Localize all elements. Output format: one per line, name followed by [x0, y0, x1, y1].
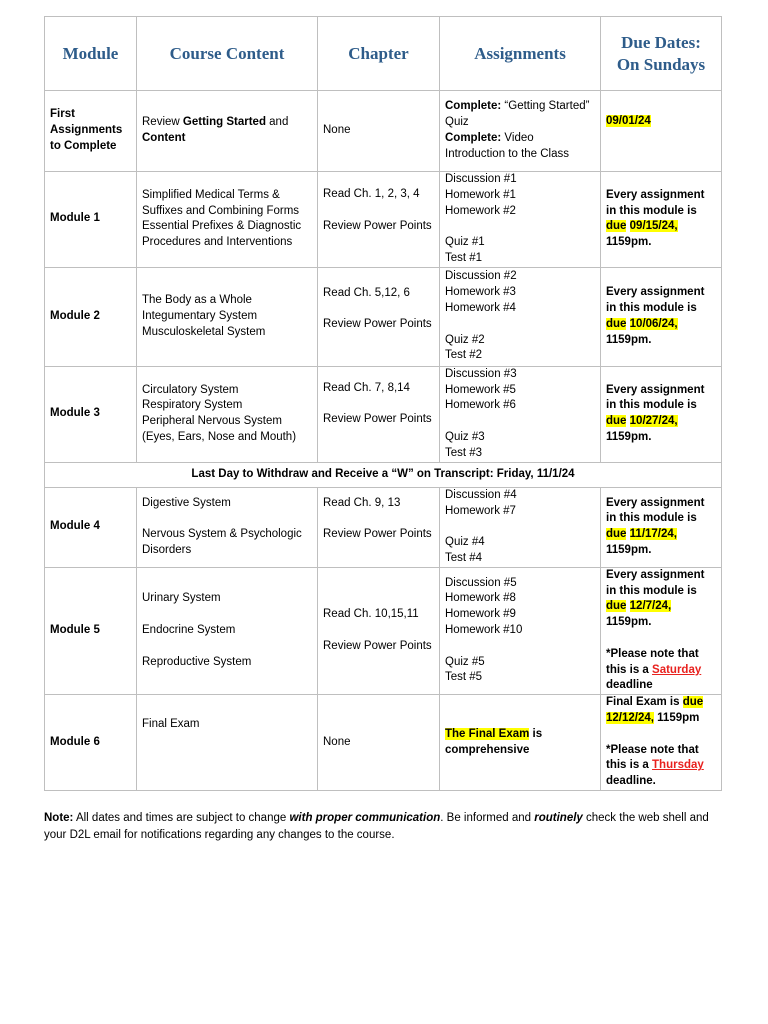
- content-line: Suffixes and Combining Forms: [142, 204, 300, 217]
- assignment-item: Discussion #4: [445, 488, 517, 501]
- due-date: 10/27/24,: [629, 415, 678, 428]
- due-cell: [601, 91, 722, 172]
- due-word: due: [682, 696, 704, 709]
- deadline-note: *Please note that this is a Saturday deadline: [606, 647, 702, 692]
- chapter-cell: None: [318, 695, 440, 791]
- assignment-item: Discussion #1: [445, 173, 517, 185]
- due-date: 12/7/24,: [629, 600, 672, 613]
- chapter-cell: None: [318, 91, 440, 172]
- chapter-review: Review Power Points: [323, 639, 432, 652]
- assignment-item: Test #4: [445, 551, 483, 564]
- module-cell: Module 6: [45, 695, 137, 791]
- assignment-item: Quiz #2: [445, 333, 485, 346]
- content-text: and: [265, 116, 289, 129]
- chapter-review: Review Power Points: [323, 413, 432, 426]
- assignments-cell: The Final Exam is comprehensive: [440, 695, 601, 791]
- content-cell: [137, 567, 318, 694]
- due-cell: Final Exam is due 12/12/24, 1159pm *Please note that this is a Thursday deadline.: [601, 695, 722, 791]
- header-assignments: Assignments: [440, 17, 601, 91]
- content-line: Reproductive System: [142, 655, 252, 668]
- assignment-item: Test #3: [445, 446, 483, 459]
- chapter-cell: [318, 567, 440, 694]
- content-line: The Body as a Whole: [142, 294, 252, 307]
- header-module: Module: [45, 17, 137, 91]
- due-cell: Every assignment in this module is due 12/7/24, 1159pm. *Please note that this is a Saturday deadline: [601, 567, 722, 694]
- header-due-line1: Due Dates:: [621, 32, 701, 52]
- assignment-item: Quiz #5: [445, 655, 485, 668]
- chapter-cell: [318, 172, 440, 268]
- footnote: Note: All dates and times are subject to change with proper communication. Be informed and routinely check the web shell and your D2L email for notifications regarding any changes to the course.: [44, 812, 709, 841]
- content-cell: [137, 172, 318, 268]
- module-cell: First Assignments to Complete: [45, 91, 137, 172]
- module-cell: Module 3: [45, 366, 137, 462]
- content-line: Urinary System: [142, 592, 221, 605]
- chapter-reading: Read Ch. 1, 2, 3, 4: [323, 188, 420, 200]
- assignment-item: Test #5: [445, 671, 483, 684]
- assignment-item: Homework #6: [445, 399, 516, 412]
- assignments-cell: [440, 567, 601, 694]
- content-line: (Eyes, Ears, Nose and Mouth): [142, 431, 297, 444]
- content-line: Respiratory System: [142, 399, 243, 412]
- assignment-item: Homework #9: [445, 608, 516, 621]
- header-due-line2: On Sundays: [616, 54, 706, 74]
- content-line: Integumentary System: [142, 309, 258, 322]
- assignment-item: Homework #1: [445, 188, 516, 201]
- content-cell: [137, 267, 318, 366]
- due-word: due: [606, 415, 627, 428]
- content-line: Musculoskeletal System: [142, 325, 266, 338]
- assignment-item: Discussion #5: [445, 576, 517, 589]
- note-emphasis: routinely: [534, 812, 583, 824]
- due-word: due: [606, 528, 627, 541]
- assignment-item: Homework #3: [445, 286, 516, 299]
- deadline-note: *Please note that this is a Thursday deadline.: [606, 743, 704, 788]
- assignment-item: Quiz #3: [445, 431, 485, 444]
- due-date: 12/12/24,: [606, 712, 654, 725]
- table-row-module-2: [45, 267, 722, 366]
- table-row-module-3: [45, 366, 722, 462]
- assignments-cell: [440, 91, 601, 172]
- deadline-day: Saturday: [652, 663, 702, 676]
- due-date: 09/15/24,: [629, 220, 678, 233]
- table-row-module-1: [45, 172, 722, 268]
- chapter-reading: Read Ch. 10,15,11: [323, 608, 419, 621]
- chapter-review: Review Power Points: [323, 528, 432, 541]
- chapter-review: Review Power Points: [323, 219, 432, 232]
- content-line: Endocrine System: [142, 624, 236, 637]
- deadline-day: Thursday: [652, 759, 704, 772]
- table-row-first-assignments: [45, 91, 722, 172]
- chapter-reading: Read Ch. 5,12, 6: [323, 286, 410, 299]
- course-schedule-table: [44, 16, 722, 791]
- content-cell: [137, 91, 318, 172]
- assignment-item: Homework #7: [445, 504, 516, 517]
- content-line: Essential Prefixes & Diagnostic: [142, 220, 302, 233]
- module-cell: Module 4: [45, 487, 137, 567]
- content-cell: [137, 695, 318, 791]
- assignment-item: Complete: “Getting Started” Quiz: [445, 100, 590, 129]
- due-word: due: [606, 220, 627, 233]
- assignment-item: Homework #5: [445, 383, 516, 396]
- content-line: Digestive System: [142, 496, 231, 509]
- assignment-item: Test #2: [445, 349, 483, 362]
- content-cell: [137, 487, 318, 567]
- assignments-cell: [440, 267, 601, 366]
- content-bold: Getting Started: [182, 116, 266, 129]
- table-row-module-6: [45, 695, 722, 791]
- assignment-item: Quiz #4: [445, 536, 485, 549]
- header-row: [45, 17, 722, 91]
- due-date: 09/01/24: [606, 115, 651, 127]
- due-date: 10/06/24,: [629, 317, 678, 330]
- content-line: Simplified Medical Terms &: [142, 188, 280, 201]
- content-line: Circulatory System: [142, 383, 239, 396]
- assignment-item: Homework #4: [445, 301, 516, 314]
- chapter-review: Review Power Points: [323, 318, 432, 331]
- note-emphasis: with proper communication: [289, 812, 441, 824]
- assignment-item: Test #1: [445, 251, 483, 264]
- assignment-item: Discussion #2: [445, 270, 517, 283]
- due-cell: Every assignment in this module is due 11/17/24, 1159pm.: [601, 487, 722, 567]
- due-word: due: [606, 600, 627, 613]
- table-row-withdraw: [45, 462, 722, 487]
- module-cell: Module 1: [45, 172, 137, 268]
- assignment-item: Homework #2: [445, 204, 516, 217]
- assignments-cell: [440, 487, 601, 567]
- content-text: Review: [142, 116, 183, 129]
- due-date: 11/17/24,: [629, 528, 677, 541]
- due-word: due: [606, 317, 627, 330]
- due-cell: Every assignment in this module is due 09/15/24, 1159pm.: [601, 172, 722, 268]
- final-exam-highlight: The Final Exam: [445, 727, 530, 740]
- assignment-item: Quiz #1: [445, 236, 485, 249]
- assignments-cell: [440, 366, 601, 462]
- assignment-item: Complete: Video Introduction to the Class: [445, 132, 570, 160]
- table-row-module-5: [45, 567, 722, 694]
- content-line: Nervous System & Psychologic Disorders: [142, 528, 302, 557]
- withdraw-notice: Last Day to Withdraw and Receive a “W” on Transcript: Friday, 11/1/24: [45, 462, 722, 487]
- chapter-cell: [318, 487, 440, 567]
- module-cell: Module 5: [45, 567, 137, 694]
- assignment-item: Discussion #3: [445, 367, 517, 380]
- header-due-dates: [601, 17, 722, 91]
- module-cell: Module 2: [45, 267, 137, 366]
- assignments-cell: [440, 172, 601, 268]
- content-bold: Content: [142, 132, 186, 144]
- due-cell: Every assignment in this module is due 10/06/24, 1159pm.: [601, 267, 722, 366]
- chapter-cell: [318, 267, 440, 366]
- header-course-content: Course Content: [137, 17, 318, 91]
- chapter-reading: Read Ch. 7, 8,14: [323, 381, 410, 394]
- due-cell: Every assignment in this module is due 10/27/24, 1159pm.: [601, 366, 722, 462]
- content-line: Procedures and Interventions: [142, 236, 293, 249]
- content-line: Peripheral Nervous System: [142, 415, 282, 428]
- assignment-item: Homework #10: [445, 624, 523, 637]
- note-label: Note:: [44, 812, 74, 824]
- table-row-module-4: [45, 487, 722, 567]
- assignment-item: Homework #8: [445, 592, 516, 605]
- chapter-cell: [318, 366, 440, 462]
- content-cell: [137, 366, 318, 462]
- header-chapter: Chapter: [318, 17, 440, 91]
- chapter-reading: Read Ch. 9, 13: [323, 496, 401, 509]
- content-line: Final Exam: [142, 718, 200, 731]
